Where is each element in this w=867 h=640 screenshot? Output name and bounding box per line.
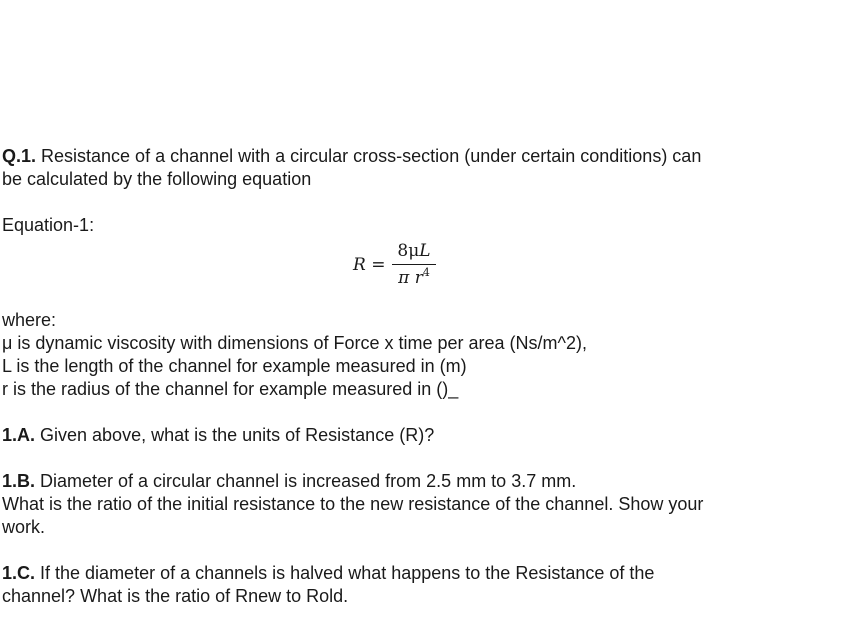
spacer	[2, 539, 852, 562]
spacer	[2, 191, 852, 214]
question-intro	[2, 145, 852, 191]
denominator-base: π r	[398, 268, 423, 288]
part-b-label: 1.B.	[2, 471, 36, 491]
part-b-line2: What is the ratio of the initial resistance to the new resistance of the channel. Show your	[2, 494, 704, 514]
denominator-exponent: 4	[422, 266, 430, 279]
numerator-length: L	[419, 241, 431, 261]
definition-mu: μ is dynamic viscosity with dimensions of Force x time per area (Ns/m^2),	[2, 333, 587, 353]
part-a-text: Given above, what is the units of Resistance (R)?	[35, 425, 435, 445]
definitions	[2, 309, 852, 401]
equation-lhs	[353, 254, 385, 277]
part-c-line1: If the diameter of a channels is halved what happens to the Resistance of the	[35, 563, 655, 583]
equation-1	[2, 237, 852, 309]
equation-numerator	[392, 241, 436, 261]
equation-label: Equation-1:	[2, 215, 95, 235]
spacer	[2, 447, 852, 470]
part-b-line3: work.	[2, 517, 46, 537]
part-a-label: 1.A.	[2, 425, 36, 445]
equation-fraction	[392, 241, 436, 288]
spacer	[2, 401, 852, 424]
equation-denominator	[392, 268, 436, 288]
equals-sign: =	[371, 255, 386, 275]
part-b-line1: Diameter of a circular channel is increased from 2.5 mm to 3.7 mm.	[35, 471, 577, 491]
fraction-bar	[392, 264, 436, 265]
part-c-line2: channel? What is the ratio of Rnew to Rold.	[2, 586, 349, 606]
part-c-label: 1.C.	[2, 563, 36, 583]
where-label: where:	[2, 310, 57, 330]
part-b	[2, 470, 852, 539]
question-label: Q.1.	[2, 146, 37, 166]
question-intro-line2: be calculated by the following equation	[2, 169, 312, 189]
definition-length: L is the length of the channel for example measured in (m)	[2, 356, 467, 376]
part-a	[2, 424, 852, 447]
question-document	[2, 145, 852, 608]
question-intro-line1: Resistance of a channel with a circular cross-section (under certain conditions) can	[36, 146, 702, 166]
numerator-coefficient: 8μ	[397, 241, 420, 261]
definition-radius: r is the radius of the channel for example measured in ()_	[2, 379, 459, 399]
part-c	[2, 562, 852, 608]
resistance-symbol: R	[353, 255, 366, 275]
